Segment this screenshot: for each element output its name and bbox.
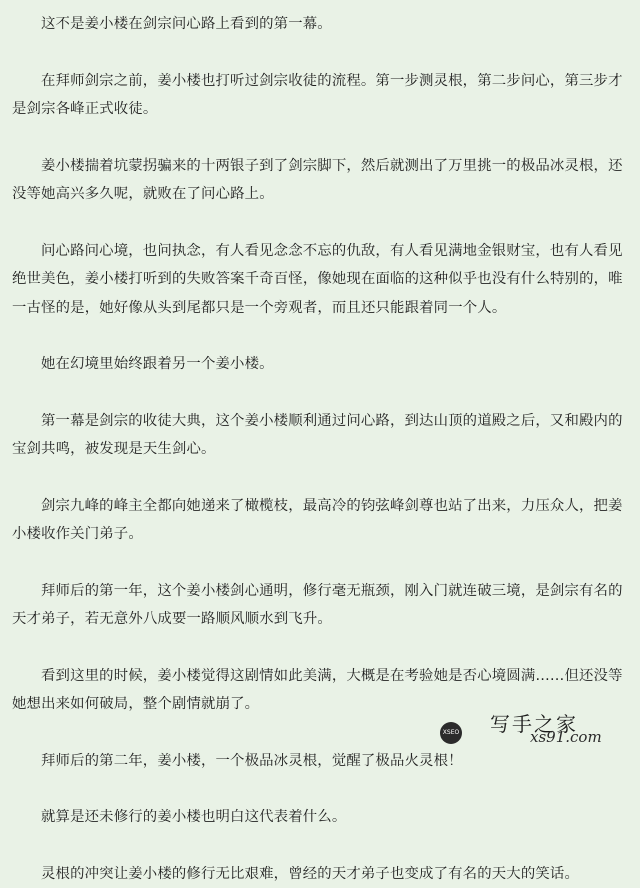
watermark-logo-icon: XSEO [440,722,462,744]
paragraph: 就算是还未修行的姜小楼也明白这代表着什么。 [12,803,632,832]
watermark-site-name: 写手之家 [490,708,578,737]
paragraph: 拜师后的第二年，姜小楼，一个极品冰灵根，觉醒了极品火灵根！ [12,747,632,776]
paragraph: 看到这里的时候，姜小楼觉得这剧情如此美满，大概是在考验她是否心境圆满……但还没等她想出来如何破局，整个剧情就崩了。 [12,662,632,719]
paragraph: 姜小楼揣着坑蒙拐骗来的十两银子到了剑宗脚下，然后就测出了万里挑一的极品冰灵根，还没等她高兴多久呢，就败在了问心路上。 [12,152,632,209]
paragraph: 拜师后的第一年，这个姜小楼剑心通明，修行毫无瓶颈，刚入门就连破三境，是剑宗有名的天才弟子，若无意外八成要一路顺风顺水到飞升。 [12,577,632,634]
paragraph: 她在幻境里始终跟着另一个姜小楼。 [12,350,632,379]
paragraph: 灵根的冲突让姜小楼的修行无比艰难，曾经的天才弟子也变成了有名的天大的笑话。 [12,860,632,888]
watermark-site-url: xs91.com [530,728,602,746]
paragraph: 剑宗九峰的峰主全都向她递来了橄榄枝，最高冷的钧弦峰剑尊也站了出来，力压众人，把姜小楼收作关门弟子。 [12,492,632,549]
paragraph: 第一幕是剑宗的收徒大典，这个姜小楼顺利通过问心路，到达山顶的道殿之后，又和殿内的宝剑共鸣，被发现是天生剑心。 [12,407,632,464]
paragraph: 这不是姜小楼在剑宗问心路上看到的第一幕。 [12,10,632,39]
paragraph: 在拜师剑宗之前，姜小楼也打听过剑宗收徒的流程。第一步测灵根，第二步问心，第三步才是剑宗各峰正式收徒。 [12,67,632,124]
paragraph: 问心路问心境，也问执念，有人看见念念不忘的仇敌，有人看见满地金银财宝，也有人看见绝世美色，姜小楼打听到的失败答案千奇百怪，像她现在面临的这种似乎也没有什么特别的，唯一古怪的是，她好像从头到尾都只是一个旁观者，而且还只能跟着同一个人。 [12,237,632,323]
site-watermark [432,708,632,748]
